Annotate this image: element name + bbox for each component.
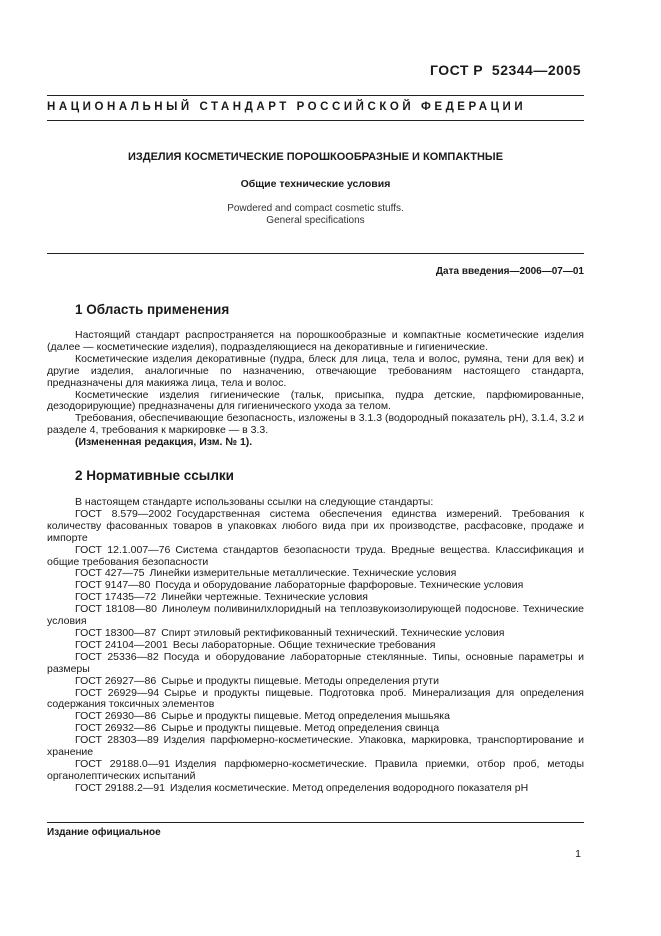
reference-code: ГОСТ 18300—87 [75, 626, 157, 639]
reference-code: ГОСТ 26929—94 [75, 686, 160, 699]
reference-code: ГОСТ 427—75 [75, 567, 145, 580]
reference-code: ГОСТ 8.579—2002 [75, 507, 172, 520]
reference-text: Изделия парфюмерно-косметические. Правила приемки, отбор проб, методы органолептических испытаний [47, 757, 584, 782]
reference-item [47, 688, 584, 712]
reference-item [47, 735, 584, 759]
reference-text: Посуда и оборудование лабораторные стеклянные. Типы, основные параметры и размеры [47, 650, 584, 675]
reference-item [47, 604, 584, 628]
reference-item [47, 759, 584, 783]
page-number: 1 [575, 848, 581, 860]
header-bottom-rule [47, 120, 584, 121]
document-number: ГОСТ Р 52344—2005 [429, 62, 581, 78]
reference-code: ГОСТ 12.1.007—76 [75, 543, 171, 556]
footer-rule [47, 822, 584, 823]
references-intro: В настоящем стандарте использованы ссылки на следующие стандарты: [75, 496, 434, 508]
section-1-body [47, 330, 584, 449]
reference-code: ГОСТ 9147—80 [75, 579, 151, 592]
section-2-body [47, 497, 584, 795]
reference-code: ГОСТ 24104—2001 [75, 638, 168, 651]
reference-text: Линолеум поливинилхлоридный на теплозвукоизолирующей подоснове. Технические условия [47, 603, 584, 628]
reference-item [47, 783, 584, 795]
reference-code: ГОСТ 28303—89 [75, 734, 159, 747]
reference-text: Сырье и продукты пищевые. Подготовка проб. Минерализация для определения содержания токсичных элементов [47, 686, 584, 711]
reference-code: ГОСТ 26927—86 [75, 674, 157, 687]
section-1-paragraph: Настоящий стандарт распространяется на порошкообразные и компактные косметические изделия (далее — косметические изделия), подразделяющиеся на декоративные и гигиенические. [47, 329, 584, 353]
reference-text: Посуда и оборудование лабораторные фарфоровые. Технические условия [155, 579, 524, 592]
reference-item [47, 545, 584, 569]
reference-text: Сырье и продукты пищевые. Метод определения свинца [161, 722, 440, 735]
national-standard-banner: НАЦИОНАЛЬНЫЙ СТАНДАРТ РОССИЙСКОЙ ФЕДЕРАЦИИ [47, 101, 527, 113]
reference-code: ГОСТ 26932—86 [75, 722, 157, 735]
reference-item [47, 509, 584, 545]
reference-text: Спирт этиловый ректификованный технический. Технические условия [161, 626, 505, 639]
reference-code: ГОСТ 18108—80 [75, 603, 157, 616]
reference-text: Сырье и продукты пищевые. Метод определения мышьяка [161, 710, 450, 723]
reference-code: ГОСТ 17435—72 [75, 591, 157, 604]
document-subtitle: Общие технические условия [240, 178, 391, 190]
section-2-heading: 2 Нормативные ссылки [75, 468, 234, 483]
section-1-paragraph: Требования, обеспечивающие безопасность, изложены в 3.1.3 (водородный показатель рН), 3.1.4, 3.2 и разделе 4, требования к маркировке — в 3.3. [47, 412, 584, 437]
reference-text: Сырье и продукты пищевые. Методы определения ртути [161, 674, 439, 687]
header-top-rule [47, 95, 584, 96]
official-edition-label: Издание официальное [47, 827, 161, 838]
reference-item [47, 652, 584, 676]
english-title-line1: Powdered and compact cosmetic stuffs. [227, 203, 404, 214]
document-title: ИЗДЕЛИЯ КОСМЕТИЧЕСКИЕ ПОРОШКООБРАЗНЫЕ И КОМПАКТНЫЕ [127, 151, 504, 163]
reference-text: Система стандартов безопасности труда. Вредные вещества. Классификация и общие требования безопасности [47, 543, 584, 568]
section-1-heading: 1 Область применения [75, 302, 230, 317]
reference-code: ГОСТ 29188.0—91 [75, 757, 170, 770]
reference-code: ГОСТ 25336—82 [75, 650, 159, 663]
title-bottom-rule [47, 253, 584, 254]
section-1-paragraph: Косметические изделия гигиенические (тальк, присыпка, пудра детские, парфюмированные, дезодорирующие) предназначены для гигиенического ухода за телом. [47, 388, 584, 413]
reference-text: Весы лабораторные. Общие технические требования [172, 638, 436, 651]
reference-text: Линейки измерительные металлические. Технические условия [149, 567, 457, 580]
english-title-line2: General specifications [266, 215, 365, 226]
section-1-paragraph: Косметические изделия декоративные (пудра, блеск для лица, тела и волос, румяна, тени для век) и другие изделия, аналогичные по назначению, отвечающие требованиям настоящего стандарта, предназначены для макияжа лица, тела и волос. [47, 352, 584, 389]
reference-text: Изделия косметические. Метод определения водородного показателя рН [169, 781, 529, 794]
amendment-note: (Измененная редакция, Изм. № 1). [75, 436, 253, 449]
reference-code: ГОСТ 26930—86 [75, 710, 157, 723]
introduction-date: Дата введения—2006—07—01 [435, 266, 584, 277]
reference-text: Линейки чертежные. Технические условия [161, 591, 368, 604]
reference-text: Изделия парфюмерно-косметические. Упаковка, маркировка, транспортирование и хранение [47, 734, 584, 759]
reference-code: ГОСТ 29188.2—91 [75, 781, 165, 794]
reference-text: Государственная система обеспечения единства измерений. Требования к количеству фасованных товаров в упаковках любого вида при их производстве, расфасовке, продаже и импорте [47, 507, 584, 544]
